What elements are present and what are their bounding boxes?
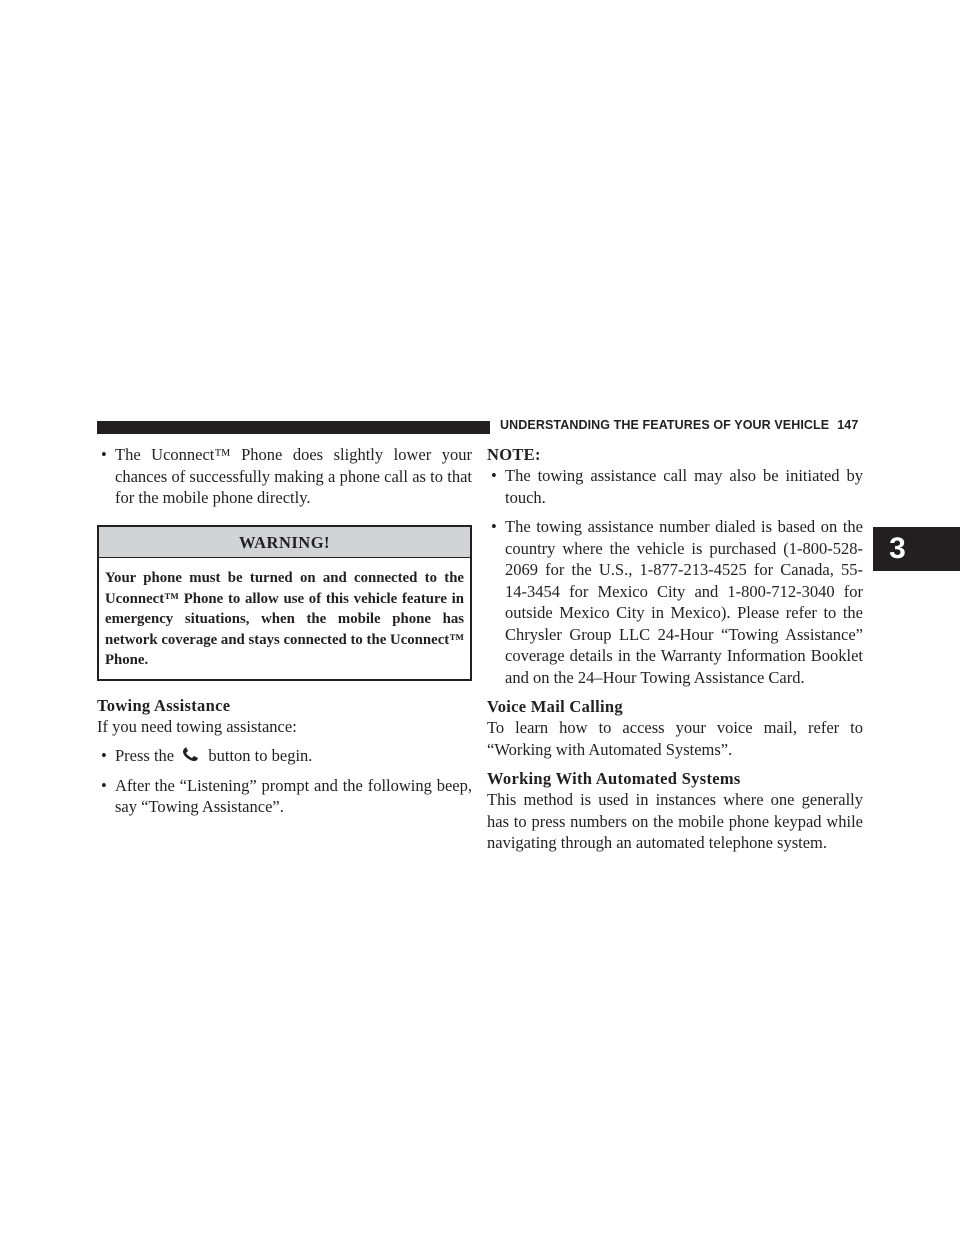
bullet-text: The Uconnect™ Phone does slightly lower your chances of successfully making a phone call as to that for the mobile phone directly. — [115, 445, 472, 507]
towing-intro: If you need towing assistance: — [97, 716, 297, 736]
bullet-icon: • — [491, 466, 497, 485]
header-rule — [97, 421, 490, 434]
right-column — [487, 444, 863, 854]
voice-mail-text: To learn how to access your voice mail, refer to “Working with Automated Systems”. — [487, 718, 863, 759]
bullet-icon: • — [101, 775, 107, 795]
header-title: UNDERSTANDING THE FEATURES OF YOUR VEHICLE — [500, 418, 830, 432]
voice-mail-heading: Voice Mail Calling — [487, 697, 623, 716]
page-number: 147 — [837, 418, 859, 432]
phone-icon — [178, 747, 204, 763]
bullet-icon: • — [101, 445, 107, 464]
warning-title: WARNING! — [99, 527, 470, 559]
list-item — [101, 444, 472, 509]
bullet-icon: • — [101, 746, 107, 765]
list-item — [101, 745, 472, 767]
running-header — [500, 418, 858, 432]
note-label: NOTE: — [487, 445, 541, 464]
list-item — [491, 465, 863, 508]
bullet-text: After the “Listening” prompt and the following beep, say “Towing Assistance”. — [115, 775, 472, 816]
warning-box — [97, 525, 472, 681]
press-text: Press the — [115, 746, 175, 765]
automated-systems-text: This method is used in instances where one generally has to press numbers on the mobile phone keypad while navigating through an automated telephone system. — [487, 790, 863, 852]
list-item — [101, 775, 472, 818]
list-item — [491, 516, 863, 688]
automated-systems-heading: Working With Automated Systems — [487, 769, 741, 788]
chapter-tab: 3 — [873, 527, 960, 571]
towing-assistance-heading: Towing Assistance — [97, 695, 231, 715]
warning-text: Your phone must be turned on and connected to the Uconnect™ Phone to allow use of this vehicle feature in emergency situations, when the mobile phone has network coverage and stays connected to the Uconnect™ Phone. — [105, 570, 464, 668]
bullet-text: The towing assistance call may also be initiated by touch. — [505, 466, 863, 507]
bullet-text: The towing assistance number dialed is based on the country where the vehicle is purchased (1-800-528-2069 for the U.S., 1-877-213-4525 for Canada, 55-14-3454 for Mexico City and 1-800-712-3040 for outside Mexico City in Mexico). Please refer to the Chrysler Group LLC 24-Hour “Towing Assistance” coverage details in the Warranty Information Booklet and on the 24–Hour Towing Assistance Card. — [505, 517, 863, 687]
press-text-end: button to begin. — [208, 746, 313, 765]
left-column — [97, 444, 472, 818]
bullet-icon: • — [491, 517, 497, 536]
bullet-text — [115, 745, 472, 767]
